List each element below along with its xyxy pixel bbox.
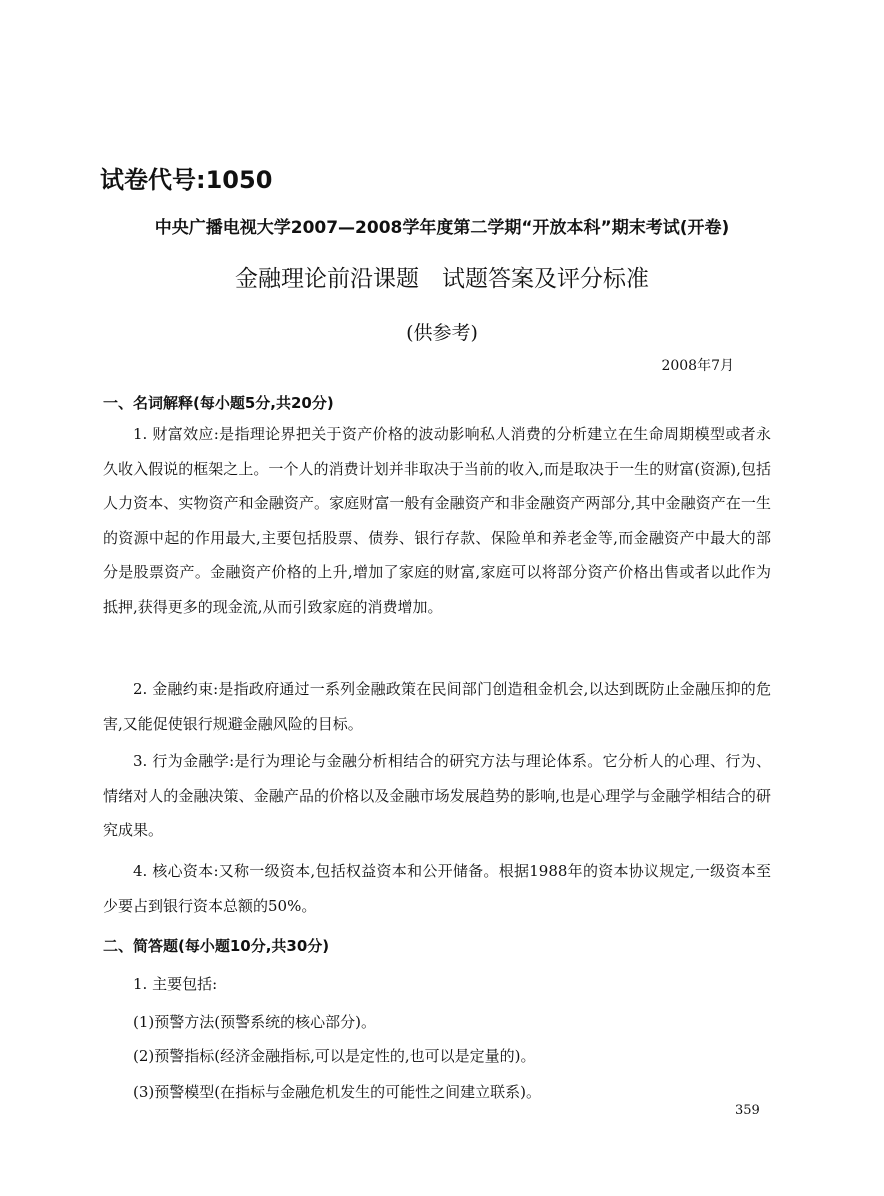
section-heading-short-answer: 二、简答题(每小题10分,共30分) — [103, 937, 330, 955]
answer-item-financial-restraint: 2. 金融约束:是指政府通过一系列金融政策在民间部门创造租金机会,以达到既防止金融压抑的危害,又能促使银行规避金融风险的目标。 — [103, 680, 771, 733]
reference-note: (供参考) — [406, 322, 478, 344]
answer-line: 1. 主要包括: — [133, 975, 218, 993]
exam-title: 中央广播电视大学2007—2008学年度第二学期“开放本科”期末考试(开卷) — [154, 218, 730, 238]
subject-title: 金融理论前沿课题 试题答案及评分标准 — [235, 266, 649, 292]
answer-item-behavioral-finance: 3. 行为金融学:是行为理论与金融分析相结合的研究方法与理论体系。它分析人的心理、行为、情绪对人的金融决策、金融产品的价格以及金融市场发展趋势的影响,也是心理学与金融学相结合的研究成果。 — [103, 752, 771, 839]
paper-code: 试卷代号:1050 — [100, 166, 273, 194]
answer-item-wealth-effect: 1. 财富效应:是指理论界把关于资产价格的波动影响私人消费的分析建立在生命周期模型或者永久收入假说的框架之上。一个人的消费计划并非取决于当前的收入,而是取决于一生的财富(资源),包括人力资本、实物资产和金融资产。家庭财富一般有金融资产和非金融资产两部分,其中金融资产在一生的资源中起的作用最大,主要包括股票、债券、银行存款、保险单和养老金等,而金融资产中最大的部分是股票资产。金融资产价格的上升,增加了家庭的财富,家庭可以将部分资产价格出售或者以此作为抵押,获得更多的现金流,从而引致家庭的消费增加。 — [103, 425, 771, 616]
answer-item-core-capital: 4. 核心资本:又称一级资本,包括权益资本和公开储备。根据1988年的资本协议规定,一级资本至少要占到银行资本总额的50%。 — [103, 862, 771, 915]
section-heading-definitions: 一、名词解释(每小题5分,共20分) — [103, 394, 334, 412]
exam-date: 2008年7月 — [661, 358, 734, 374]
page-number: 359 — [735, 1103, 760, 1118]
answer-line: (2)预警指标(经济金融指标,可以是定性的,也可以是定量的)。 — [133, 1047, 536, 1065]
answer-line: (1)预警方法(预警系统的核心部分)。 — [133, 1013, 376, 1031]
answer-line: (3)预警模型(在指标与金融危机发生的可能性之间建立联系)。 — [133, 1083, 541, 1101]
